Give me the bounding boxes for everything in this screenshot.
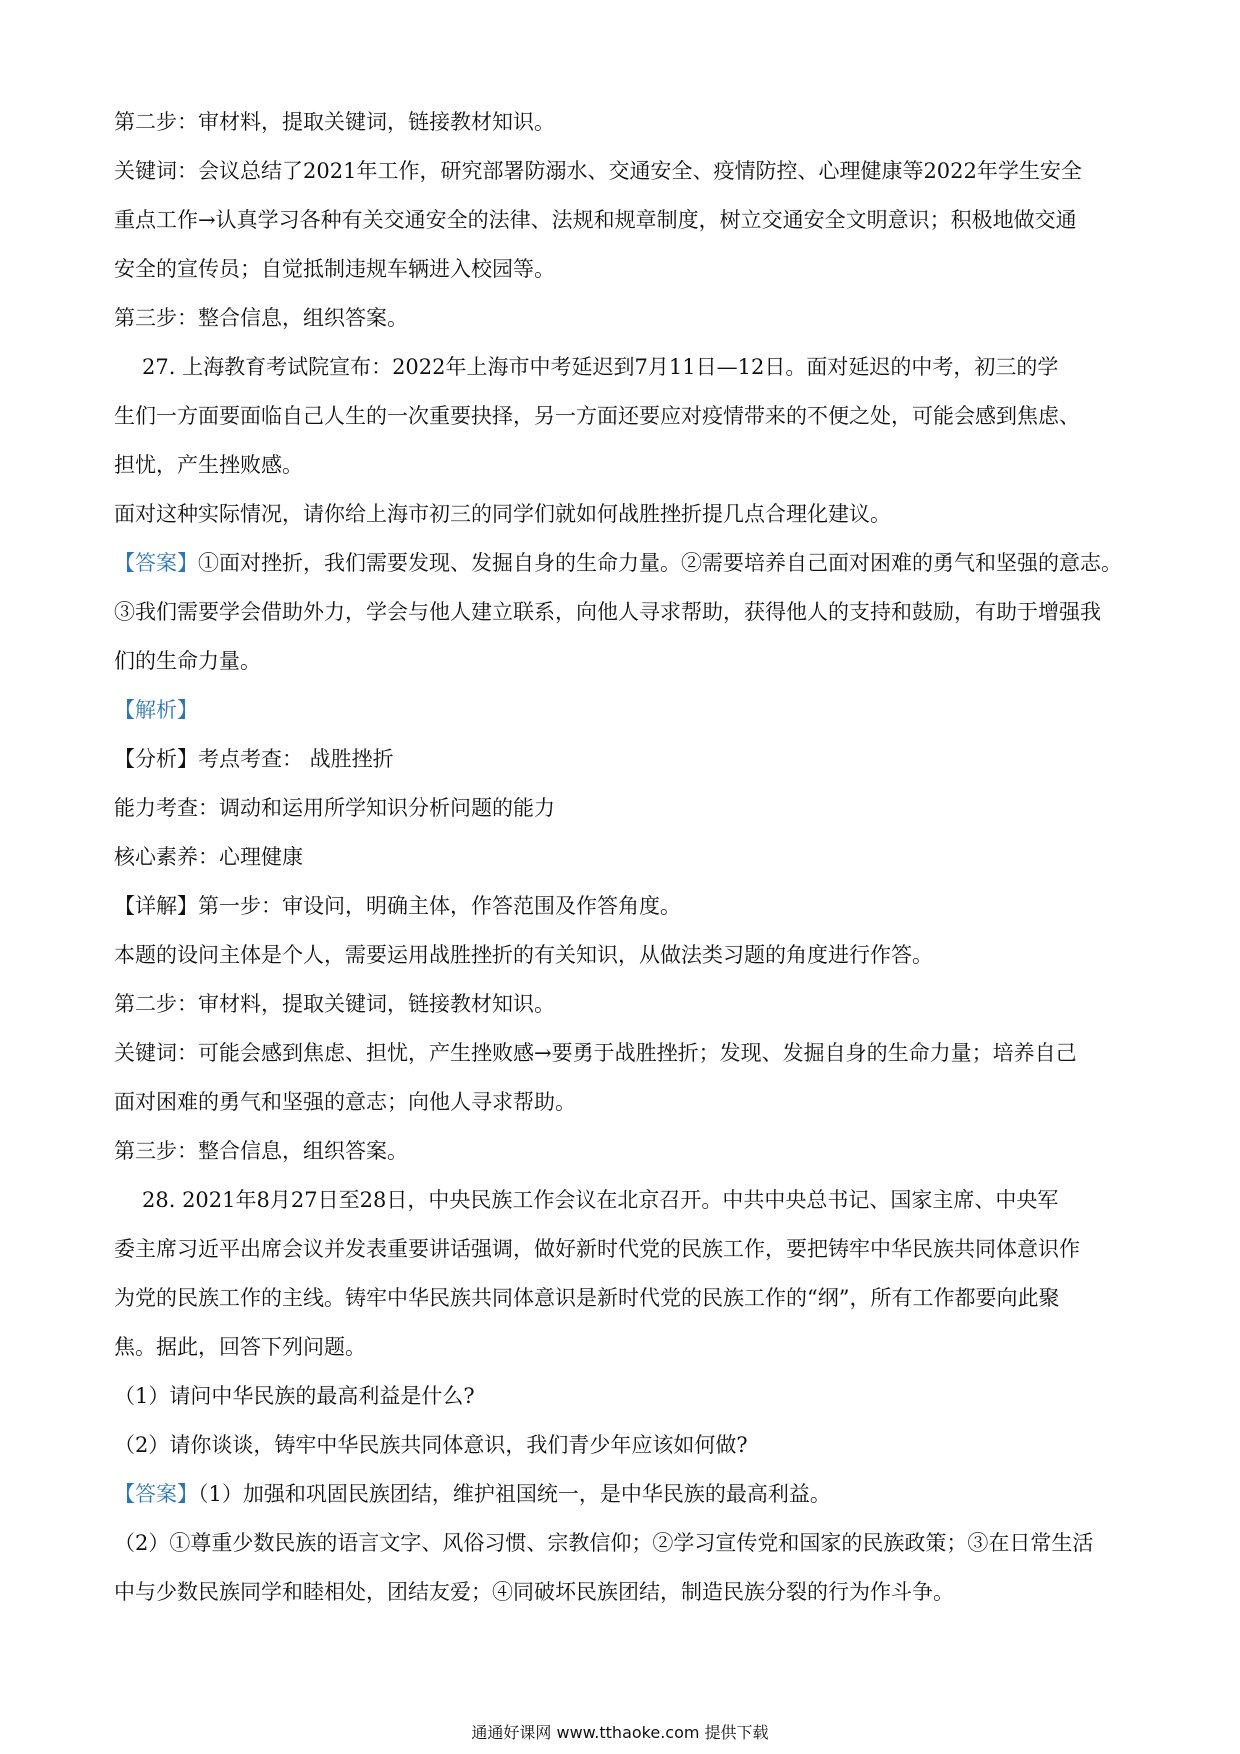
text-line: 第三步：整合信息，组织答案。	[114, 1139, 408, 1163]
analysis-line	[114, 686, 1134, 735]
text-line: 第二步：审材料，提取关键词，链接教材知识。	[114, 110, 555, 134]
text-line: 委主席习近平出席会议并发表重要讲话强调，做好新时代党的民族工作，要把铸牢中华民族共同体意识作	[114, 1237, 1080, 1261]
text-line: 面对困难的勇气和坚强的意志；向他人寻求帮助。	[114, 1090, 576, 1114]
answer-line	[114, 539, 1134, 588]
text-line: 中与少数民族同学和睦相处，团结友爱；④同破坏民族团结，制造民族分裂的行为作斗争。	[114, 1580, 954, 1604]
text-line: 们的生命力量。	[114, 649, 261, 673]
text-line: 本题的设问主体是个人，需要运用战胜挫折的有关知识，从做法类习题的角度进行作答。	[114, 943, 933, 967]
text-line: 重点工作→认真学习各种有关交通安全的法律、法规和规章制度，树立交通安全文明意识；积极地做交通	[114, 208, 1077, 232]
text-line: 【详解】第一步：审设问，明确主体，作答范围及作答角度。	[114, 894, 681, 918]
text-line: ③我们需要学会借助外力，学会与他人建立联系，向他人寻求帮助，获得他人的支持和鼓励，有助于增强我	[114, 600, 1101, 624]
text-line: 担忧，产生挫败感。	[114, 453, 303, 477]
document-content	[114, 98, 1134, 1617]
analysis-tag: 【解析】	[114, 698, 198, 722]
text-line: 关键词：会议总结了2021年工作，研究部署防溺水、交通安全、疫情防控、心理健康等2022年学生安全	[114, 159, 1082, 183]
text-line: 关键词：可能会感到焦虑、担忧，产生挫败感→要勇于战胜挫折；发现、发掘自身的生命力量；培养自己	[114, 1041, 1077, 1065]
text-line: 能力考查：调动和运用所学知识分析问题的能力	[114, 796, 555, 820]
page-footer: 通通好课网 www.tthaoke.com 提供下载	[471, 1723, 769, 1742]
answer-tag: 【答案】	[114, 1482, 198, 1506]
text-line: （2）①尊重少数民族的语言文字、风俗习惯、宗教信仰；②学习宣传党和国家的民族政策；③在日常生活	[114, 1531, 1094, 1555]
text-line: 安全的宣传员；自觉抵制违规车辆进入校园等。	[114, 257, 555, 281]
answer-tag: 【答案】	[114, 551, 198, 575]
question-28-line: 28. 2021年8月27日至28日，中央民族工作会议在北京召开。中共中央总书记、国家主席、中央军	[142, 1188, 1059, 1212]
answer-line	[114, 1470, 1134, 1519]
answer-text: （1）加强和巩固民族团结，维护祖国统一，是中华民族的最高利益。	[198, 1482, 831, 1506]
sub-question-line: （2）请你谈谈，铸牢中华民族共同体意识，我们青少年应该如何做?	[114, 1433, 748, 1457]
text-line: 第二步：审材料，提取关键词，链接教材知识。	[114, 992, 555, 1016]
text-line: 【分析】考点考查： 战胜挫折	[114, 747, 394, 771]
text-line: 面对这种实际情况，请你给上海市初三的同学们就如何战胜挫折提几点合理化建议。	[114, 502, 891, 526]
text-line: 为党的民族工作的主线。铸牢中华民族共同体意识是新时代党的民族工作的“纲”，所有工作都要向此聚	[114, 1286, 1060, 1310]
answer-text: ①面对挫折，我们需要发现、发掘自身的生命力量。②需要培养自己面对困难的勇气和坚强的意志。	[198, 551, 1122, 575]
text-line: 生们一方面要面临自己人生的一次重要抉择，另一方面还要应对疫情带来的不便之处，可能会感到焦虑、	[114, 404, 1080, 428]
text-line: 第三步：整合信息，组织答案。	[114, 306, 408, 330]
text-line: 焦。据此，回答下列问题。	[114, 1335, 366, 1359]
question-27-line: 27. 上海教育考试院宣布：2022年上海市中考延迟到7月11日—12日。面对延迟的中考，初三的学	[142, 355, 1059, 379]
sub-question-line: （1）请问中华民族的最高利益是什么?	[114, 1384, 475, 1408]
text-line: 核心素养：心理健康	[114, 845, 303, 869]
